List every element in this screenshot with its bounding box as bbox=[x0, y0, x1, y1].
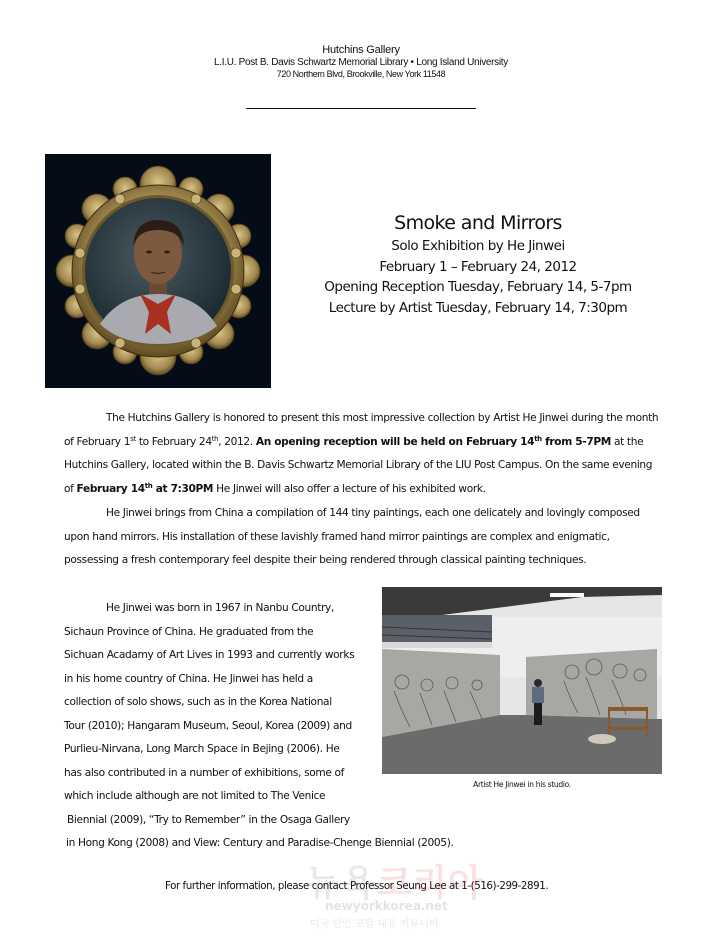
watermark-tagline: 미국 한인 포탈 대표 커뮤니티 bbox=[310, 919, 439, 930]
exhibition-title: Smoke and Mirrors bbox=[394, 212, 562, 234]
bio-line: in Hong Kong (2008) and View: Century and Paradise-Chenge Biennial (2005). bbox=[66, 837, 454, 849]
watermark-url: newyorkkorea.net bbox=[325, 899, 448, 913]
gallery-name: Hutchins Gallery bbox=[322, 44, 400, 56]
artist-lecture: Lecture by Artist Tuesday, February 14, 7:30pm bbox=[328, 299, 628, 316]
address: 720 Northern Blvd, Brookville, New York 11548 bbox=[276, 69, 446, 79]
bold-text: from 5-7PM bbox=[541, 435, 611, 448]
watermark-brand-red: 코리아 bbox=[376, 863, 484, 904]
bio-line: Sichuan Acadamy of Art Lives in 1993 and currently works bbox=[64, 649, 355, 661]
text: The Hutchins Gallery is honored to present this most impressive collection by Artist He Jinwei during the month of February 1 bbox=[64, 412, 659, 448]
studio-illustration bbox=[382, 587, 662, 774]
text: , 2012. bbox=[218, 435, 256, 448]
header-divider bbox=[246, 108, 476, 109]
studio-photo-caption: Artist He Jinwei in his studio. bbox=[473, 780, 571, 789]
letterhead bbox=[0, 44, 722, 80]
bio-line: in his home country of China. He Jinwei has held a bbox=[64, 672, 313, 685]
text: to February 24 bbox=[135, 435, 212, 448]
superscript: st bbox=[130, 434, 136, 443]
text: at the Hutchins Gallery, located within the B. Davis Schwartz Memorial Library of the LIU Post Campus. On the same evening of bbox=[64, 435, 653, 495]
bio-line: Biennial (2009), “Try to Remember” in the Osaga Gallery bbox=[64, 813, 350, 826]
bio-line: has also contributed in a number of exhibitions, some of bbox=[64, 766, 345, 779]
studio-photo bbox=[382, 587, 662, 774]
superscript: th bbox=[534, 434, 542, 443]
bio-line: He Jinwei was born in 1967 in Nanbu Country, bbox=[106, 602, 334, 614]
site-watermark bbox=[225, 855, 505, 935]
watermark-brand-dark: 뉴욕 bbox=[305, 863, 377, 904]
bold-text: February 14 bbox=[76, 482, 145, 495]
opening-reception: Opening Reception Tuesday, February 14, 5-7pm bbox=[324, 279, 632, 295]
paragraph-biography-end bbox=[66, 832, 626, 856]
bold-text: An opening reception will be held on February 14 bbox=[255, 435, 535, 448]
paragraph-biography bbox=[64, 597, 374, 832]
mirror-portrait-illustration bbox=[45, 154, 271, 388]
text: He Jinwei will also offer a lecture of his exhibited work. bbox=[213, 482, 486, 495]
bio-line: collection of solo shows, such as in the Korea National bbox=[64, 696, 332, 708]
exhibition-subtitle: Solo Exhibition by He Jinwei bbox=[391, 238, 565, 254]
bio-line: Tour (2010); Hangaram Museum, Seoul, Korea (2009) and bbox=[64, 719, 352, 732]
paragraph-text: He Jinwei brings from China a compilation of 144 tiny paintings, each one delicately and lovingly composed upon hand mirrors. His installation of these lavishly framed hand mirror paintings are complex and enigmatic, possessing a fresh contemporary feel despite their being rendered through classical painting techniques. bbox=[64, 507, 640, 566]
paragraph-collection bbox=[64, 502, 660, 573]
institution-name: L.I.U. Post B. Davis Schwartz Memorial Library • Long Island University bbox=[214, 57, 508, 68]
contact-info: For further information, please contact Professor Seung Lee at 1-(516)-299-2891. bbox=[165, 880, 549, 892]
portrait-image bbox=[45, 154, 271, 388]
paragraph-intro bbox=[64, 407, 660, 501]
bio-line: which include although are not limited to The Venice bbox=[64, 790, 326, 802]
bio-line: Sichaun Province of China. He graduated from the bbox=[64, 625, 314, 638]
exhibition-info bbox=[300, 210, 656, 318]
superscript: th bbox=[144, 481, 153, 490]
bold-text: at 7:30PM bbox=[152, 482, 214, 495]
bio-line: Purlieu-Nirvana, Long March Space in Bejing (2006). He bbox=[64, 743, 340, 755]
exhibition-dates: February 1 – February 24, 2012 bbox=[379, 258, 577, 275]
superscript: th bbox=[211, 434, 219, 443]
